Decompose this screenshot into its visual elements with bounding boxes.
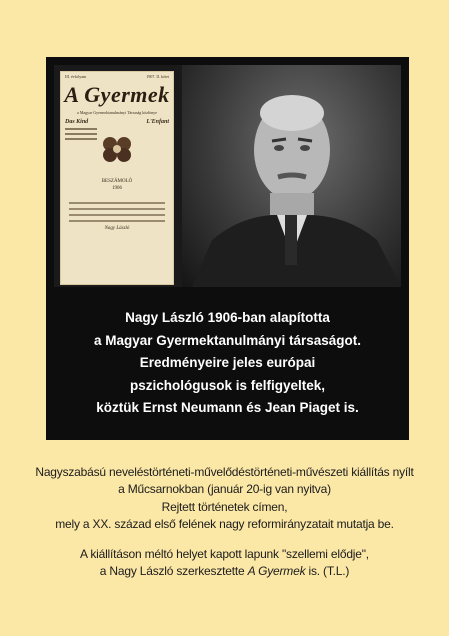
paragraph-line: Rejtett történetek címen, [161,499,288,514]
paragraph-gap [0,533,449,546]
cover-report-title: BESZÁMOLÓ [101,179,133,184]
photo-caption [46,307,409,420]
caption-line: a Magyar Gyermektanulmányi társaságot. [93,332,362,348]
cover-signature: Nagy László [104,226,130,231]
cover-subtitle: a Magyar Gyermektanulmányi Társaság közlönye [77,110,157,115]
flower-ornament-icon [99,134,135,164]
cover-left-heading: Das Kind [65,119,89,125]
article-text [0,464,449,581]
paragraph-line: a Műcsarnokban (január 20-ig van nyitva) [118,482,331,497]
paragraph-line: mely a XX. század első felének nagy reformirányzatait mutatja be. [55,516,394,531]
caption-line: Eredményeire jeles európai [139,355,316,370]
paragraph-line: Nagyszabású neveléstörténeti-művelődéstörténeti-művészeti kiállítás nyílt [35,465,414,479]
portrait-photo [182,65,401,287]
cover-report-year: 1906 [112,186,122,191]
caption-line: Nagy László 1906-ban alapította [125,310,330,325]
paragraph-line [0,563,449,580]
cover-volume: III. évfolyam [65,74,87,79]
photo [54,65,401,287]
text-segment: is. (T.L.) [305,564,350,579]
cover-right-heading: L'Enfant [146,119,169,125]
paragraph-line: A kiállításon méltó helyet kapott lapunk "szellemi elődje", [80,547,369,562]
text-segment: a Nagy László szerkesztette [99,564,248,579]
journal-title-italic: A Gyermek [247,564,306,579]
cover-footer-lines [61,192,173,231]
journal-cover-image [60,71,174,285]
photo-caption-panel [46,57,409,440]
cover-issue: 1907. II. kötet [146,74,169,79]
cover-title: A Gyermek [64,82,170,107]
caption-line: köztük Ernst Neumann és Jean Piaget is. [96,400,359,415]
portrait-figure [182,65,401,287]
caption-line: pszichológusok is felfigyeltek, [129,377,326,393]
